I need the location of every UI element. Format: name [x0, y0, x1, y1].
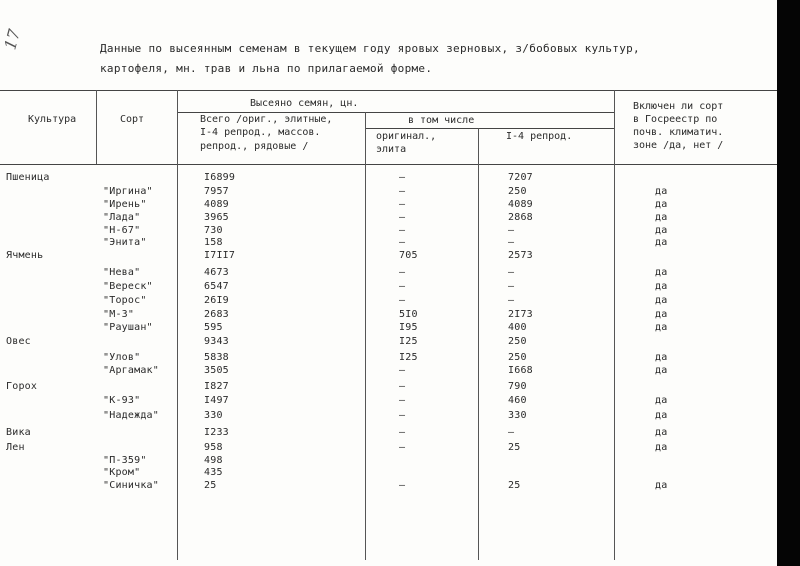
- header-registry-3: почв. климатич.: [633, 127, 724, 138]
- cell-total: 26I9: [204, 295, 229, 306]
- cell-variety: "Аргамак": [103, 365, 159, 376]
- cell-registry: да: [655, 295, 668, 306]
- cell-repro: 4089: [508, 199, 533, 210]
- cell-repro: 790: [508, 381, 527, 392]
- cell-total: 730: [204, 225, 223, 236]
- cell-original: –: [399, 212, 406, 223]
- cell-original: –: [399, 427, 406, 438]
- cell-registry: да: [655, 267, 668, 278]
- header-registry-4: зоне /да, нет /: [633, 140, 724, 151]
- cell-repro: 2I73: [508, 309, 533, 320]
- header-registry-1: Включен ли сорт: [633, 101, 724, 112]
- cell-original: –: [399, 199, 406, 210]
- cell-registry: да: [655, 237, 668, 248]
- cell-original: –: [399, 381, 406, 392]
- cell-repro: –: [508, 281, 515, 292]
- cell-registry: да: [655, 225, 668, 236]
- scan-edge: [777, 0, 800, 566]
- cell-culture: Горох: [6, 381, 38, 392]
- cell-repro: –: [508, 427, 515, 438]
- cell-repro: 25: [508, 480, 521, 491]
- cell-original: –: [399, 281, 406, 292]
- cell-total: I7II7: [204, 250, 236, 261]
- cell-culture: Овес: [6, 336, 31, 347]
- cell-original: –: [399, 410, 406, 421]
- cell-registry: да: [655, 281, 668, 292]
- cell-original: 5I0: [399, 309, 418, 320]
- cell-total: 3505: [204, 365, 229, 376]
- cell-variety: "Н-67": [103, 225, 141, 236]
- cell-original: –: [399, 442, 406, 453]
- cell-variety: "Ирень": [103, 199, 147, 210]
- cell-registry: да: [655, 212, 668, 223]
- cell-registry: да: [655, 442, 668, 453]
- cell-total: 3965: [204, 212, 229, 223]
- cell-variety: "К-93": [103, 395, 141, 406]
- cell-original: I95: [399, 322, 418, 333]
- cell-total: 595: [204, 322, 223, 333]
- cell-variety: "Нева": [103, 267, 141, 278]
- cell-variety: "Вереск": [103, 281, 153, 292]
- cell-repro: 2573: [508, 250, 533, 261]
- cell-variety: "Кром": [103, 467, 141, 478]
- cell-repro: 250: [508, 352, 527, 363]
- header-registry-2: в Госреестр по: [633, 114, 718, 125]
- cell-variety: "Улов": [103, 352, 141, 363]
- cell-original: –: [399, 395, 406, 406]
- cell-registry: да: [655, 352, 668, 363]
- cell-repro: 250: [508, 186, 527, 197]
- cell-original: I25: [399, 352, 418, 363]
- cell-repro: 460: [508, 395, 527, 406]
- cell-total: I497: [204, 395, 229, 406]
- header-original-2: элита: [376, 144, 407, 155]
- header-culture: Культура: [28, 114, 77, 125]
- cell-total: 9343: [204, 336, 229, 347]
- cell-total: I6899: [204, 172, 236, 183]
- header-sown: Высеяно семян, цн.: [250, 98, 359, 109]
- cell-original: –: [399, 186, 406, 197]
- cell-original: –: [399, 225, 406, 236]
- cell-registry: да: [655, 365, 668, 376]
- cell-repro: 2868: [508, 212, 533, 223]
- cell-repro: 25: [508, 442, 521, 453]
- cell-registry: да: [655, 427, 668, 438]
- cell-total: 498: [204, 455, 223, 466]
- cell-original: –: [399, 172, 406, 183]
- cell-variety: "Лада": [103, 212, 141, 223]
- cell-registry: да: [655, 322, 668, 333]
- cell-repro: 330: [508, 410, 527, 421]
- page-number: 17: [0, 27, 24, 52]
- cell-original: –: [399, 480, 406, 491]
- cell-variety: "Иргина": [103, 186, 153, 197]
- cell-variety: "М-3": [103, 309, 135, 320]
- title-line-2: картофеля, мн. трав и льна по прилагаемой форме.: [100, 62, 433, 75]
- cell-culture: Ячмень: [6, 250, 44, 261]
- cell-total: 7957: [204, 186, 229, 197]
- cell-registry: да: [655, 186, 668, 197]
- cell-registry: да: [655, 480, 668, 491]
- cell-total: 4673: [204, 267, 229, 278]
- cell-original: –: [399, 365, 406, 376]
- cell-registry: да: [655, 395, 668, 406]
- cell-total: 25: [204, 480, 217, 491]
- cell-total: 330: [204, 410, 223, 421]
- cell-repro: I668: [508, 365, 533, 376]
- header-total-2: I-4 репрод., массов.: [200, 127, 321, 138]
- header-including: в том числе: [408, 115, 475, 126]
- cell-repro: –: [508, 267, 515, 278]
- cell-original: –: [399, 295, 406, 306]
- cell-total: 2683: [204, 309, 229, 320]
- header-total-1: Всего /ориг., элитные,: [200, 114, 333, 125]
- cell-variety: "Синичка": [103, 480, 159, 491]
- cell-registry: да: [655, 410, 668, 421]
- cell-registry: да: [655, 199, 668, 210]
- cell-total: 958: [204, 442, 223, 453]
- cell-total: I827: [204, 381, 229, 392]
- cell-original: I25: [399, 336, 418, 347]
- cell-repro: 400: [508, 322, 527, 333]
- cell-repro: –: [508, 295, 515, 306]
- cell-original: –: [399, 267, 406, 278]
- cell-culture: Лен: [6, 442, 25, 453]
- cell-total: 5838: [204, 352, 229, 363]
- cell-total: 158: [204, 237, 223, 248]
- cell-culture: Пшеница: [6, 172, 50, 183]
- header-repro: I-4 репрод.: [506, 131, 573, 142]
- cell-repro: 7207: [508, 172, 533, 183]
- cell-repro: 250: [508, 336, 527, 347]
- cell-total: 435: [204, 467, 223, 478]
- cell-original: –: [399, 237, 406, 248]
- cell-registry: да: [655, 309, 668, 320]
- cell-variety: "Раушан": [103, 322, 153, 333]
- cell-variety: "Торос": [103, 295, 147, 306]
- cell-repro: –: [508, 237, 515, 248]
- cell-variety: "Энита": [103, 237, 147, 248]
- header-variety: Сорт: [120, 114, 145, 125]
- cell-repro: –: [508, 225, 515, 236]
- cell-total: 6547: [204, 281, 229, 292]
- cell-original: 705: [399, 250, 418, 261]
- cell-culture: Вика: [6, 427, 31, 438]
- header-original-1: оригинал.,: [376, 131, 437, 142]
- header-total-3: репрод., рядовые /: [200, 141, 309, 152]
- cell-variety: "П-359": [103, 455, 147, 466]
- cell-variety: "Надежда": [103, 410, 159, 421]
- cell-total: I233: [204, 427, 229, 438]
- title-line-1: Данные по высеянным семенам в текущем году яровых зерновых, з/бобовых культур,: [100, 42, 640, 55]
- cell-total: 4089: [204, 199, 229, 210]
